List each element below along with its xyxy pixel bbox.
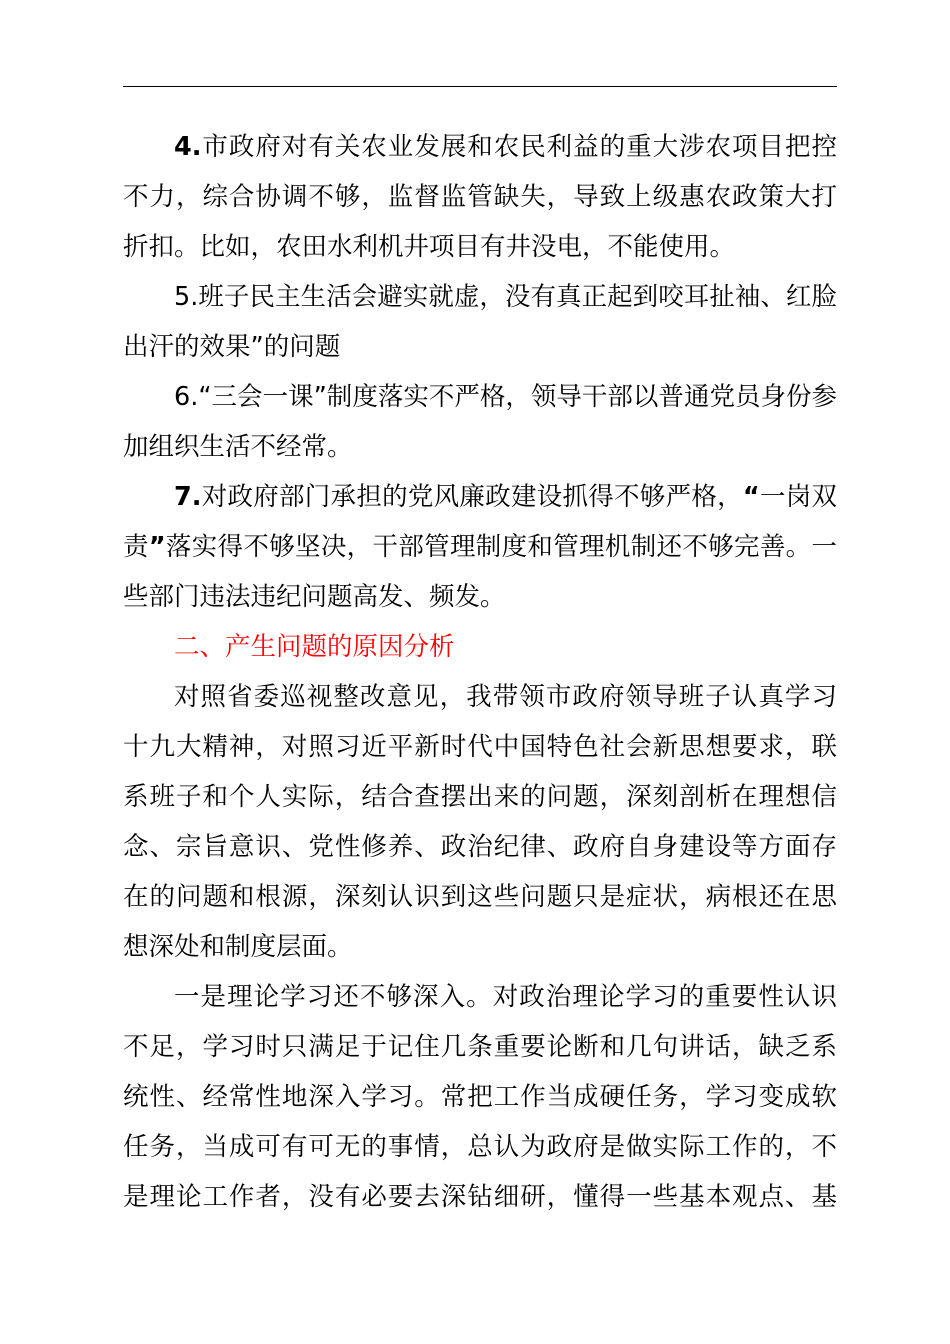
paragraph-cause-line-1: 对照省委巡视整改意见，我带领市政府领导班子认真学习 (174, 682, 837, 712)
paragraph-4-line-3: 折扣。比如，农田水利机井项目有井没电，不能使用。 (123, 232, 736, 262)
header-rule (123, 86, 837, 87)
paragraph-cause-line-5: 在的问题和根源，深刻认识到这些问题只是症状，病根还在思 (123, 882, 837, 912)
paragraph-6-line-2: 加组织生活不经常。 (123, 432, 353, 462)
paragraph-theory-line-2: 不足，学习时只满足于记住几条重要论断和几句讲话，缺乏系 (123, 1032, 837, 1062)
paragraph-theory-line-1: 一是理论学习还不够深入。对政治理论学习的重要性认识 (174, 982, 837, 1012)
paragraph-4-line-2: 不力，综合协调不够，监督监管缺失，导致上级惠农政策大打 (123, 182, 837, 212)
paragraph-cause-line-2: 十九大精神，对照习近平新时代中国特色社会新思想要求，联 (123, 732, 837, 762)
paragraph-7-line-1: 7.对政府部门承担的党风廉政建设抓得不够严格，“一岗双 (174, 482, 837, 512)
item-number-7: 7. (174, 482, 202, 512)
item-number-4: 4. (174, 132, 202, 162)
paragraph-4-line-1: 4.市政府对有关农业发展和农民利益的重大涉农项目把控 (174, 132, 837, 162)
paragraph-cause-line-4: 念、宗旨意识、党性修养、政治纪律、政府自身建设等方面存 (123, 832, 837, 862)
paragraph-cause-line-6: 想深处和制度层面。 (123, 932, 353, 962)
paragraph-6-line-1: 6.“三会一课”制度落实不严格，领导干部以普通党员身份参 (174, 382, 837, 412)
paragraph-theory-line-5: 是理论工作者，没有必要去深钻细研，懂得一些基本观点、基 (123, 1182, 837, 1212)
document-body (123, 122, 837, 1222)
paragraph-7-line-3: 些部门违法违纪问题高发、频发。 (123, 582, 506, 612)
paragraph-cause-line-3: 系班子和个人实际，结合查摆出来的问题，深刻剖析在理想信 (123, 782, 837, 812)
paragraph-7-line-2: 责”落实得不够坚决，干部管理制度和管理机制还不够完善。一 (123, 532, 837, 562)
section-heading: 二、产生问题的原因分析 (174, 632, 455, 662)
paragraph-5-line-2: 出汗的效果”的问题 (123, 332, 341, 362)
paragraph-5-line-1: 5.班子民主生活会避实就虚，没有真正起到咬耳扯袖、红脸 (174, 282, 837, 312)
paragraph-theory-line-3: 统性、经常性地深入学习。常把工作当成硬任务，学习变成软 (123, 1082, 837, 1112)
paragraph-theory-line-4: 任务，当成可有可无的事情，总认为政府是做实际工作的，不 (123, 1132, 837, 1162)
